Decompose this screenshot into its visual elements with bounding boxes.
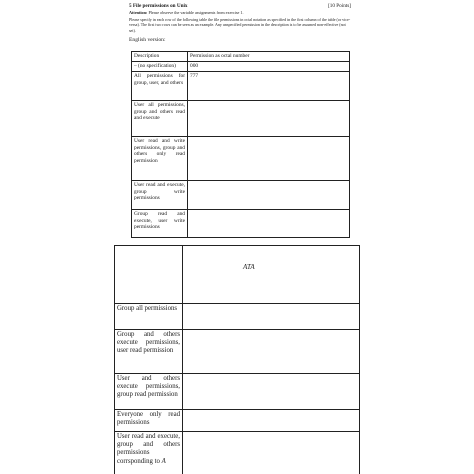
row-octal[interactable] [183,410,360,432]
document-page-top [124,0,356,238]
permissions-table [131,51,350,238]
header-octal: Permission as octal number [188,52,350,62]
row-octal[interactable] [188,101,350,137]
row-octal[interactable] [183,432,360,474]
table-row [115,374,360,410]
table-row [132,137,350,181]
table-row [132,72,350,101]
row-description: User read and execute, group write permissions [132,181,188,210]
row-description-text: User read and execute, group and others permissions corrsponding to [117,433,180,465]
variable-a: A [161,457,166,465]
row-octal[interactable] [188,181,350,210]
table-row [132,210,350,238]
attention-note [129,10,244,15]
permissions-table-continued [114,245,360,474]
row-description: Group read and execute, user write permissions [132,210,188,238]
row-description: Group all permissions [115,304,183,330]
row-description: User all permissions, group and others read and execute [132,101,188,137]
row-description: – (no specification) [132,62,188,72]
table-row [115,330,360,374]
table-row [115,304,360,330]
table-row [132,181,350,210]
attention-text: Please observe the variable assignments from exercise 1. [148,10,244,15]
english-version-label: English version: [129,37,166,43]
row-octal[interactable]: 000 [188,62,350,72]
row-description: Group and others execute permissions, user read permission [115,330,183,374]
table-row [115,246,360,304]
attention-label: Attention: [129,10,148,15]
row-octal[interactable] [188,210,350,238]
section-heading [129,3,351,9]
points-label: [10 Points] [328,3,351,9]
row-description [115,432,183,474]
table-row [132,62,350,72]
row-description: All permissions for group, user, and others [132,72,188,101]
table-row [115,410,360,432]
row-octal[interactable] [183,374,360,410]
document-page-bottom [110,245,363,474]
row-octal[interactable] [183,304,360,330]
row-octal[interactable] [188,137,350,181]
row-octal[interactable]: 777 [188,72,350,101]
ata-variable: ATA [243,263,255,271]
table-header-row [132,52,350,62]
row-description: User read and write permissions, group and others only read permission [132,137,188,181]
row-description: Everyone only read permissions [115,410,183,432]
header-description: Description [132,52,188,62]
table-row [115,432,360,474]
row-octal[interactable] [183,246,360,304]
section-title: 5 File permissions on Unix [129,3,188,9]
instructions-text: Please specify in each row of the following table the file permissions in octal notation as specified in the first column of the table (or vice-versa). The first two rows can be seen as an example. Any unspecified permission in the description is to be assumed non-effective (not set). [129,17,351,33]
table-row [132,101,350,137]
row-description [115,246,183,304]
row-description: User and others execute permissions, group read permission [115,374,183,410]
row-octal[interactable] [183,330,360,374]
